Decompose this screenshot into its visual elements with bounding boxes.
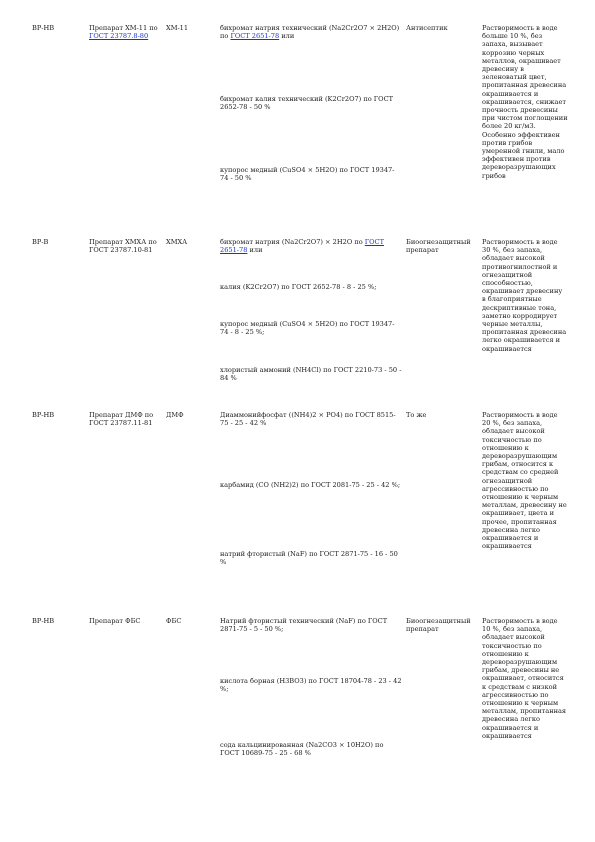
row-purpose: То же bbox=[406, 411, 427, 419]
name-text: Препарат ДМФ по ГОСТ 23787.11-81 bbox=[89, 411, 154, 428]
component-text: хлористый аммоний (NH4Cl) по ГОСТ 2210-73 - 50 - 84 % bbox=[220, 366, 402, 383]
component-item bbox=[220, 411, 402, 427]
row-code: ВР-НВ bbox=[32, 411, 55, 419]
name-text: Препарат ФБС bbox=[89, 617, 141, 625]
row-purpose: Антисептик bbox=[406, 24, 448, 32]
component-text: Диаммонийфосфат ((NH4)2 × PO4) по ГОСТ 8515-75 - 25 - 42 % bbox=[220, 411, 396, 428]
component-text: купорос медный (CuSO4 × 5H2O) по ГОСТ 19347-74 - 8 - 25 %; bbox=[220, 320, 395, 337]
component-text: натрий фтористый (NaF) по ГОСТ 2871-75 - 16 - 50 % bbox=[220, 550, 398, 567]
row-purpose: Биоогнезащитный препарат bbox=[406, 238, 471, 255]
component-item bbox=[220, 550, 402, 566]
component-text: сода кальцинированная (Na2CO3 × 10H2O) по ГОСТ 10689-75 - 25 - 68 % bbox=[220, 741, 384, 758]
name-text: Препарат ХМ-11 по bbox=[89, 24, 158, 32]
name-text: Препарат ХМХА по ГОСТ 23787.10-81 bbox=[89, 238, 157, 255]
row-abbr: ХМ-11 bbox=[166, 24, 189, 32]
gost-link[interactable]: ГОСТ 2651-78 bbox=[220, 238, 384, 255]
component-text: карбамид (CO (NH2)2) по ГОСТ 2081-75 - 25 - 42 %; bbox=[220, 481, 401, 489]
component-item bbox=[220, 481, 402, 489]
component-item bbox=[220, 320, 402, 336]
component-text-tail: или bbox=[247, 246, 263, 255]
row-name bbox=[89, 617, 161, 625]
row-properties: Растворимость в воде 20 %, без запаха, обладает высокой токсичностью по отношению к дереворазрушающим грибам, относится к средствам со средней огнезащитной агрессивностью по отношению к черным металлам, древесину не окрашивает, цвета и прочее, пропитанная древесина легко окрашивается и окрашивается bbox=[482, 411, 567, 551]
gost-link[interactable]: ГОСТ 23787.8-80 bbox=[89, 32, 149, 41]
row-abbr: ХМХА bbox=[166, 238, 188, 246]
component-text: бихромат натрия технический (Na2Cr2O7 × 2H2O) по bbox=[220, 24, 400, 41]
row-properties: Растворимость в воде 10 %, без запаха, обладает высокой токсичностью по отношению к дереворазрушающим грибам, древесины не окрашивает, относится к средствам с низкой агрессивностью по отношению к черным металлам, пропитанная древесина легко окрашивается и окрашивается bbox=[482, 617, 567, 740]
component-text: кислота борная (H3BO3) по ГОСТ 18704-78 - 23 - 42 %; bbox=[220, 677, 402, 694]
row-name bbox=[89, 238, 161, 254]
component-item bbox=[220, 238, 402, 254]
component-text: бихромат натрия (Na2Cr2O7) × 2H2O по bbox=[220, 238, 365, 246]
component-text: калия (K2Cr2O7) по ГОСТ 2652-78 - 8 - 25 %; bbox=[220, 283, 377, 291]
row-code: ВР-НВ bbox=[32, 617, 55, 625]
component-item bbox=[220, 166, 402, 182]
component-item bbox=[220, 677, 402, 693]
row-code: ВР-В bbox=[32, 238, 49, 246]
row-properties: Растворимость в воде 30 %, без запаха, обладает высокой противогнилостной и огнезащитной способностью, окрашивает древесину в благоприятные дескриптивные тона, заметно корродирует черные металлы, пропитанная древесина легко окрашивается и окрашивается bbox=[482, 238, 567, 353]
component-text: Натрий фтористый технический (NaF) по ГОСТ 2871-75 - 5 - 50 %; bbox=[220, 617, 388, 634]
row-abbr: ДМФ bbox=[166, 411, 184, 419]
row-purpose: Биоогнезащитный препарат bbox=[406, 617, 471, 634]
row-abbr: ФБС bbox=[166, 617, 182, 625]
row-properties: Растворимость в воде больше 10 %, без запаха, вызывает коррозию черных металлов, окрашивает древесину в зеленоватый цвет, пропитанная древесина окрашивается и окрашивается, снижает прочность древесины при чистом поглощении более 20 кг/м3. Особенно эффективен против грибов умеренной гнили, мало эффективен против дереворазрушающих грибов bbox=[482, 24, 568, 180]
component-text: бихромат калия технический (K2Cr2O7) по ГОСТ 2652-78 - 50 % bbox=[220, 95, 394, 112]
component-item bbox=[220, 283, 402, 291]
component-item bbox=[220, 741, 402, 757]
component-item bbox=[220, 366, 402, 382]
component-text: купорос медный (CuSO4 × 5H2O) по ГОСТ 19347-74 - 50 % bbox=[220, 166, 395, 183]
component-item bbox=[220, 95, 402, 111]
row-name bbox=[89, 24, 161, 40]
component-item bbox=[220, 617, 402, 633]
gost-link[interactable]: ГОСТ 2651-78 bbox=[230, 32, 280, 41]
row-name bbox=[89, 411, 161, 427]
component-text-tail: или bbox=[279, 32, 295, 41]
component-item bbox=[220, 24, 402, 40]
row-code: ВР-НВ bbox=[32, 24, 55, 32]
